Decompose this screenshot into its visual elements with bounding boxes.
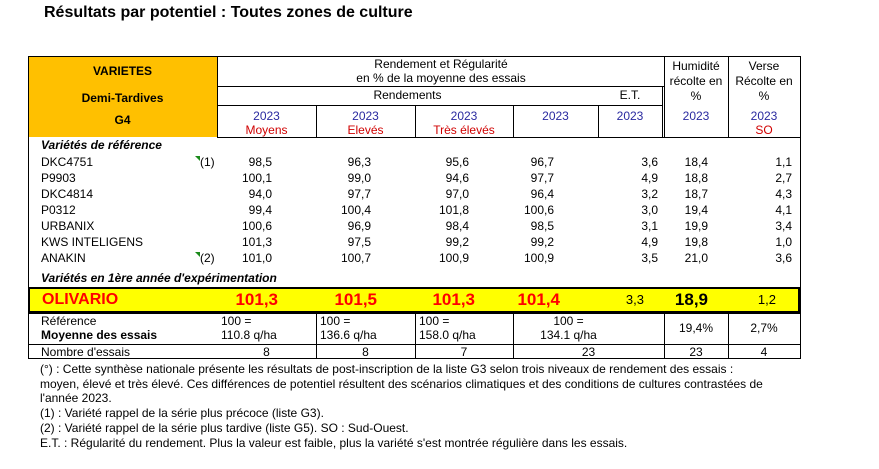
table-cell: 19,8 xyxy=(684,235,708,249)
rendement-header-line1: Rendement et Régularité xyxy=(374,57,508,71)
table-right-rule xyxy=(800,56,801,359)
table-left-rule xyxy=(28,56,29,359)
reference-cell-line2: 110.8 q/ha xyxy=(221,328,277,342)
nombre-cell: 23 xyxy=(689,345,703,359)
nombre-cell: 8 xyxy=(263,345,270,359)
reference-cell-line1: 100 = xyxy=(221,314,252,328)
nombre-cell: 7 xyxy=(460,345,468,359)
table-cell: 98,5 xyxy=(530,219,554,233)
year-label: 2023 xyxy=(352,109,379,123)
variety-name: P9903 xyxy=(41,171,76,185)
reference-cell-line1: 100 = xyxy=(553,314,584,328)
footnote-line: (2) : Variété rappel de la série plus tardive (liste G5). SO : Sud-Ouest. xyxy=(40,421,409,435)
table-cell: 97,7 xyxy=(347,187,371,201)
footnote-line: l'année 2023. xyxy=(40,391,112,405)
varietes-label: VARIETES xyxy=(92,64,153,78)
variety-name: DKC4814 xyxy=(41,187,94,201)
table-cell: 19,9 xyxy=(684,219,708,233)
nombre-cell: 8 xyxy=(362,345,369,359)
table-cell: 101,3 xyxy=(241,235,272,249)
et-header: E.T. xyxy=(619,88,641,102)
highlight-cell: 101,3 xyxy=(432,290,475,309)
table-cell: 99,2 xyxy=(530,235,554,249)
variety-name: DKC4751 xyxy=(41,155,94,169)
table-cell: 2,7 xyxy=(775,171,792,185)
variety-mark: (2) xyxy=(200,251,215,265)
humidite-header-2: récolte en xyxy=(669,74,723,88)
variety-name: ANAKIN xyxy=(41,251,86,265)
highlight-variety-name: OLIVARIO xyxy=(42,291,119,308)
h-rule xyxy=(217,105,663,106)
highlight-cell: 101,3 xyxy=(235,290,278,309)
table-cell: 3,4 xyxy=(775,219,792,233)
footnote-line: moyen, élevé et très élevé. Ces différences de potentiel résultent des scénarios climatiques et des conditions de cultures contrastées de xyxy=(40,377,763,391)
section-new-label: Variétés en 1ère année d'expérimentation xyxy=(41,271,277,285)
year-label: 2023 xyxy=(542,109,569,123)
year-label: 2023 xyxy=(750,109,778,123)
group-label: Demi-Tardives xyxy=(81,91,164,105)
v-rule xyxy=(662,86,663,137)
nombre-cell: 4 xyxy=(760,345,768,359)
humidite-header-3: % xyxy=(690,89,702,103)
table-cell: 99,2 xyxy=(445,235,469,249)
table-cell: 19,4 xyxy=(684,203,708,217)
table-cell: 100,6 xyxy=(523,203,554,217)
highlight-cell: 3,3 xyxy=(625,292,644,307)
verse-header-2: Récolte en xyxy=(735,74,793,88)
footnote-line: (1) : Variété rappel de la série plus précoce (liste G3). xyxy=(40,406,324,420)
table-cell: 101,0 xyxy=(241,251,272,265)
rendement-header-line2: en % de la moyenne des essais xyxy=(356,71,526,85)
table-cell: 3,6 xyxy=(775,251,792,265)
rendement-sub-rule xyxy=(217,86,665,87)
table-cell: 3,2 xyxy=(641,187,658,201)
section-reference-label: Variétés de référence xyxy=(41,138,162,152)
table-cell: 21,0 xyxy=(684,251,708,265)
sublabel: Moyens xyxy=(245,123,288,137)
variety-mark: (1) xyxy=(200,155,215,169)
table-cell: 4,1 xyxy=(775,203,792,217)
highlight-cell: 1,2 xyxy=(757,292,776,307)
table-cell: 3,1 xyxy=(641,219,658,233)
reference-label: Référence xyxy=(41,314,97,328)
table-cell: 4,9 xyxy=(641,171,658,185)
reference-verse: 2,7% xyxy=(750,321,778,335)
table-cell: 4,9 xyxy=(641,235,658,249)
table-cell: 96,9 xyxy=(347,219,371,233)
table-cell: 4,3 xyxy=(775,187,792,201)
table-cell: 94,0 xyxy=(248,187,272,201)
table-cell: 96,4 xyxy=(530,187,554,201)
table-cell: 99,0 xyxy=(347,171,371,185)
table-cell: 94,6 xyxy=(445,171,469,185)
rendements-header: Rendements xyxy=(373,88,442,102)
variety-name: URBANIX xyxy=(41,219,95,233)
table-cell: 1,0 xyxy=(775,235,792,249)
sublabel: Très élevés xyxy=(433,123,495,137)
table-cell: 98,5 xyxy=(248,155,272,169)
sublabel: Elevés xyxy=(347,123,384,137)
year-label: 2023 xyxy=(616,109,644,123)
reference-humidite: 19,4% xyxy=(678,321,714,335)
page-title: Résultats par potentiel : Toutes zones de culture xyxy=(44,4,413,21)
table-cell: 1,1 xyxy=(775,155,792,169)
table-cell: 18,8 xyxy=(684,171,708,185)
sublabel: SO xyxy=(755,123,773,137)
table-cell: 18,7 xyxy=(684,187,708,201)
table-cell: 100,9 xyxy=(438,251,469,265)
table-cell: 3,6 xyxy=(641,155,658,169)
verse-header-1: Verse xyxy=(748,59,780,73)
humidite-header-1: Humidité xyxy=(672,59,720,73)
nombre-label: Nombre d'essais xyxy=(41,345,130,359)
reference-cell-line2: 158.0 q/ha xyxy=(419,328,476,342)
footnote-line: (°) : Cette synthèse nationale présente les résultats de post-inscription de la liste G3 selon trois niveaux de rendement des essais : xyxy=(40,362,734,376)
table-cell: 100,4 xyxy=(340,203,371,217)
table-cell: 3,5 xyxy=(641,251,658,265)
table-cell: 100,7 xyxy=(340,251,371,265)
year-label: 2023 xyxy=(253,109,280,123)
table-cell: 101,8 xyxy=(438,203,469,217)
table-cell: 96,3 xyxy=(347,155,371,169)
table-cell: 96,7 xyxy=(530,155,554,169)
reference-cell-line2: 134.1 q/ha xyxy=(540,328,597,342)
variety-name: KWS INTELIGENS xyxy=(41,235,144,249)
table-cell: 18,4 xyxy=(684,155,708,169)
table-cell: 97,7 xyxy=(530,171,554,185)
table-cell: 3,0 xyxy=(641,203,658,217)
verse-header-3: % xyxy=(758,89,770,103)
reference-cell-line1: 100 = xyxy=(320,314,351,328)
year-label: 2023 xyxy=(450,109,478,123)
highlight-cell: 18,9 xyxy=(674,290,708,309)
table-cell: 100,6 xyxy=(241,219,272,233)
table-cell: 100,1 xyxy=(241,171,272,185)
table-cell: 95,6 xyxy=(445,155,469,169)
nombre-cell: 23 xyxy=(581,345,596,359)
year-label: 2023 xyxy=(682,109,710,123)
reference-cell-line1: 100 = xyxy=(419,314,450,328)
table-cell: 98,4 xyxy=(445,219,469,233)
table-cell: 99,4 xyxy=(248,203,272,217)
highlight-cell: 101,4 xyxy=(517,290,560,309)
table-cell: 100,9 xyxy=(523,251,554,265)
group-code-label: G4 xyxy=(114,113,131,127)
table-cell: 97,5 xyxy=(347,235,371,249)
variety-name: P0312 xyxy=(41,203,76,217)
reference-cell-line2: 136.6 q/ha xyxy=(320,328,377,342)
footnote-line: E.T. : Régularité du rendement. Plus la valeur est faible, plus la variété s'est montrée régulière dans les essais. xyxy=(40,436,628,450)
table-cell: 97,0 xyxy=(445,187,469,201)
highlight-cell: 101,5 xyxy=(334,290,377,309)
header-bottom-rule xyxy=(217,137,801,138)
moyenne-label: Moyenne des essais xyxy=(41,328,158,342)
